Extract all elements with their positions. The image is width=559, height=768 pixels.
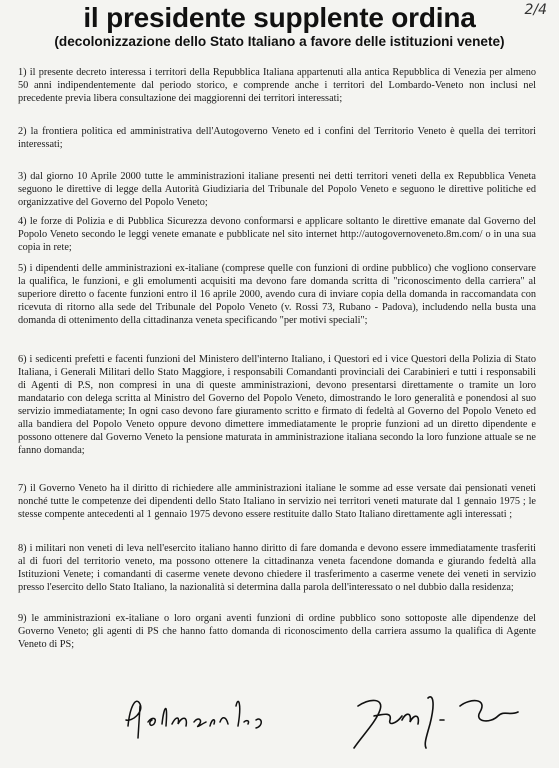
- page-subtitle: (decolonizzazione dello Stato Italiano a favore delle istituzioni venete): [54, 34, 505, 49]
- decree-item-5: 5) i dipendenti delle amministrazioni ex-italiane (comprese quelle con funzioni di ordine pubblico) che vogliono conservare la qualifica, le funzioni, e gli emolumenti acquisiti ma devono fare domanda scritta di "riconoscimento della carriera" al superiore diretto o facente funzioni entro il 16 aprile 2000, avendo cura di inviare copia della domanda in raccomandata con ricevuta di ritorno alla sede del Tribunale del Popolo Veneto (v. Rossi 73, Rubano - Padova), includendo nella busta una domanda di ottenimento della cittadinanza veneta specificando "per motivi speciali";: [18, 263, 536, 326]
- decree-item-6: 6) i sedicenti prefetti e facenti funzioni del Ministero dell'interno Italiano, i Questori ed i vice Questori della Polizia di Stato Italiana, i Generali Militari dello Stato Maggiore, i responsabili Comandanti provinciali dei Carabinieri e tutti i responsabili di Agenti di P.S, non compresi in una di queste amministrazioni, devono presentarsi direttamente o tramite un loro mandatario con delega scritta al Ministro del Governo del Popolo Veneto, dimostrando le loro generalità e ponendosi al suo servizio immediatamente; In ogni caso devono fare giuramento scritto e firmato di fedeltà al Governo del Popolo Veneto ed alla bandiera del Popolo Veneto oppure devono dimettere immediatamente le proprie funzioni ad un diretto dipendente e possono ottenere dal Governo Veneto la pensione maturata in amministrazione italiana secondo la loro funzione attuale se ne fanno domanda;: [18, 354, 536, 456]
- signature-left: [118, 676, 318, 756]
- page-number: 2/4: [524, 2, 547, 18]
- decree-item-3: 3) dal giorno 10 Aprile 2000 tutte le amministrazioni italiane presenti nei detti territori veneti della ex Repubblica Veneta seguono le direttive di legge della Autorità Giudiziaria del Tribunale del Popolo Veneto e seguono le direttive politiche ed organizzative del Governo del Popolo Veneto;: [18, 171, 536, 208]
- decree-item-1: 1) il presente decreto interessa i territori della Repubblica Italiana appartenuti alla antica Repubblica di Venezia per almeno 50 anni indipendentemente dal periodo storico, e comprende anche i territori del Lombardo-Veneto non inclusi nel precedente previa libera consultazione dei maggiorenni dei territori interessati;: [18, 67, 536, 104]
- signature-left-graphic: [118, 676, 318, 756]
- decree-item-4: 4) le forze di Polizia e di Pubblica Sicurezza devono conformarsi e applicare soltanto le direttive emanate dal Governo del Popolo Veneto secondo le leggi venete emanate e pubblicate nel sito internet http://autogovernoveneto.8m.com/ o in una sua copia in rete;: [18, 216, 536, 253]
- signature-right-graphic: [340, 676, 540, 756]
- signature-right: [340, 676, 540, 756]
- decree-item-9: 9) le amministrazioni ex-italiane o loro organi aventi funzioni di ordine pubblico sono sottoposte alle dipendenze del Governo Veneto; gli agenti di PS che hanno fatto domanda di riconoscimento della carriera assumo la qualifica di Agente Veneto di PS;: [18, 613, 536, 650]
- page-title: il presidente supplente ordina: [83, 2, 476, 33]
- decree-item-8: 8) i militari non veneti di leva nell'esercito italiano hanno diritto di fare domanda e devono essere immediatamente trasferiti al di fuori del territorio veneto, ma possono ottenere la cittadinanza veneta facendone domanda e giurando fedeltà alla Istituzioni Venete; i comandanti di caserme venete devono chiedere il trasferimento a caserme venete dei veneti in servizio presso l'esercito dello Stato Italiano, la nazionalità si determina dalla parola dell'interessato o nel dubbio dalla residenza;: [18, 543, 536, 593]
- decree-item-2: 2) la frontiera politica ed amministrativa dell'Autogoverno Veneto ed i confini del Territorio Veneto è quella dei territori interessati;: [18, 126, 536, 150]
- decree-item-7: 7) il Governo Veneto ha il diritto di richiedere alle amministrazioni italiane le somme ad esse versate dai pensionati veneti nonché tutte le competenze dei dipendenti dello Stato Italiano in servizio nei territori veneti maturate dal 1 gennaio 1975 ; le stesse compente antecedenti al 1 gennaio 1975 devono essere restituite dallo Stato Italiano direttamente agli interessati ;: [18, 483, 536, 520]
